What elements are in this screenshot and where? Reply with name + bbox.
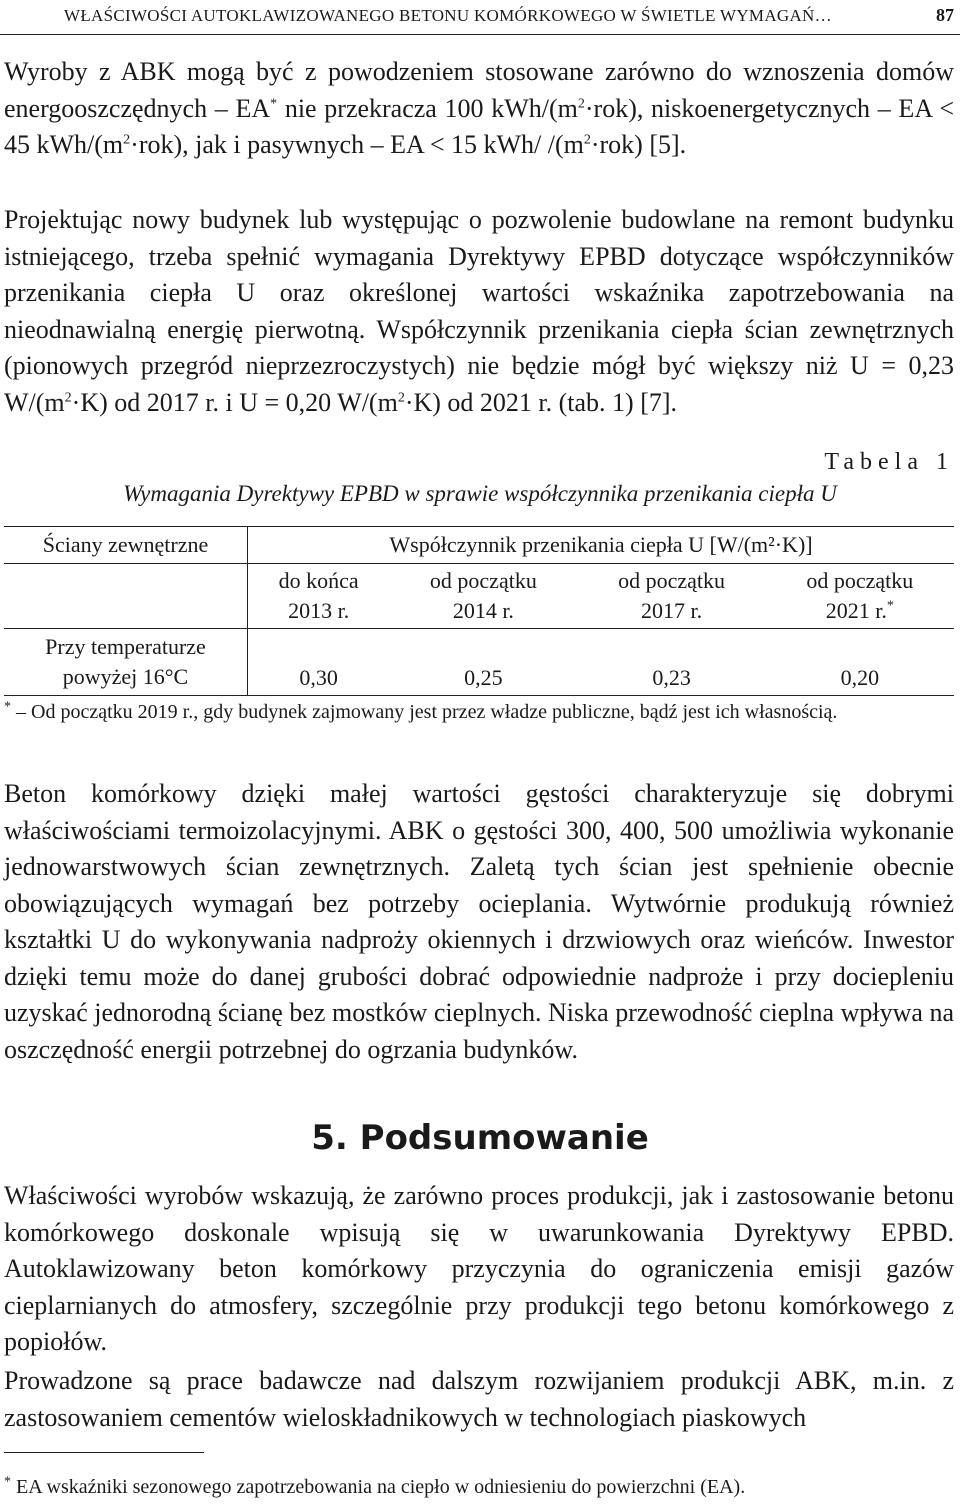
text-run: nie przekracza 100 kWh/(m bbox=[277, 93, 578, 123]
table-period-row bbox=[4, 564, 954, 629]
period-line: do końca bbox=[278, 568, 359, 593]
footnote-divider bbox=[4, 1452, 204, 1453]
text-run: ·K) od 2021 r. (tab. 1) [7]. bbox=[404, 387, 678, 417]
period-cell bbox=[766, 564, 954, 629]
text-run: ·rok), jak i pasywnych – EA < 15 kWh/ /(m bbox=[130, 130, 584, 159]
paragraph-summary: Właściwości wyrobów wskazują, że zarówno proces produkcji, jak i zastosowanie betonu komórkowego doskonale wpisują się w uwarunkowania Dyrektywy EPBD. Autoklawizowany beton komórkowy przyczynia do ograniczenia emisji gazów cieplarnianych do atmosfery, szczególnie przy produkcji tego betonu komórkowego z popiołów. bbox=[4, 1181, 954, 1356]
superscript: 2 bbox=[583, 132, 591, 148]
text-run: Projektując nowy budynek lub występując o pozwolenie budowlane na remont budynku istniejącego, trzeba spełnić wymagania Dyrektywy EPBD dotyczące współczynników przenikania ciepła U oraz określonej wartości wskaźnika zapotrzebowania na nieodnawialną energię pierwotną. Współczynnik przenikania ciepła ścian zewnętrznych (pionowych przegród nieprzezroczystych) nie będzie mógł być większy niż U = 0,23 W/(m bbox=[4, 205, 954, 417]
table-values-row bbox=[4, 629, 954, 696]
table-header-row bbox=[4, 527, 954, 564]
row-label-line: powyżej 16°C bbox=[62, 664, 189, 689]
superscript: 2 bbox=[64, 389, 72, 405]
text-run: ·K) od 2017 r. i U = 0,20 W/(m bbox=[71, 387, 398, 417]
value-cell: 0,20 bbox=[766, 629, 954, 696]
page-number: 87 bbox=[936, 5, 954, 25]
footnote-text: EA wskaźniki sezonowego zapotrzebowania na ciepło w odniesieniu do powierzchni (EA). bbox=[11, 1476, 746, 1498]
paragraph-epbd-requirements bbox=[4, 202, 954, 421]
period-line: 2013 r. bbox=[288, 598, 350, 623]
table-caption: Wymagania Dyrektywy EPBD w sprawie współczynnika przenikania ciepła U bbox=[123, 481, 837, 506]
text-run: ·rok), niskoenergetycznych – EA < 45 kWh/(m bbox=[4, 93, 955, 159]
column-group-header: Współczynnik przenikania ciepła U [W/(m²·K)] bbox=[248, 527, 955, 564]
empty-cell bbox=[4, 564, 248, 629]
period-line: 2017 r. bbox=[641, 598, 703, 623]
table-label: Tabela 1 bbox=[824, 449, 954, 475]
period-line: 2021 r. bbox=[825, 598, 887, 623]
running-title: WŁAŚCIWOŚCI AUTOKLAWIZOWANEGO BETONU KOMÓRKOWEGO W ŚWIETLE WYMAGAŃ… bbox=[64, 6, 832, 25]
row-header-cell: Ściany zewnętrzne bbox=[4, 527, 248, 564]
section-heading: 5. Podsumowanie bbox=[311, 1118, 649, 1158]
superscript: 2 bbox=[123, 132, 131, 148]
paragraph-energy-classes bbox=[4, 54, 954, 164]
superscript: * bbox=[270, 95, 278, 111]
row-label-cell bbox=[4, 629, 248, 696]
footnote-marker: * bbox=[4, 699, 11, 715]
period-cell bbox=[577, 564, 765, 629]
table-note bbox=[4, 697, 954, 727]
footnote bbox=[4, 1474, 745, 1500]
period-line: od początku bbox=[429, 568, 537, 593]
row-label-line: Przy temperaturze bbox=[45, 634, 206, 659]
value-cell: 0,25 bbox=[389, 629, 577, 696]
paragraph-research: Prowadzone są prace badawcze nad dalszym rozwijaniem produkcji ABK, m.in. z zastosowaniem cementów wieloskładnikowych w technologiach piaskowych bbox=[4, 1366, 954, 1432]
table-note-text: – Od początku 2019 r., gdy budynek zajmowany jest przez władze publiczne, bądź jest ich własnością. bbox=[11, 701, 838, 723]
period-line: 2014 r. bbox=[452, 598, 514, 623]
period-line: od początku bbox=[618, 568, 726, 593]
period-cell bbox=[389, 564, 577, 629]
period-cell bbox=[248, 564, 390, 629]
text-run: ·rok) [5]. bbox=[590, 130, 687, 159]
paragraph-thermal-properties: Beton komórkowy dzięki małej wartości gęstości charakteryzuje się dobrymi właściwościami termoizolacyjnymi. ABK o gęstości 300, 400, 500 umożliwia wykonanie jednowarstwowych ścian zewnętrznych. Zaletą tych ścian jest spełnienie obecnie obowiązujących wymagań bez potrzeby ocieplania. Wytwórnie produkują również kształtki U do wykonywania nadproży okiennych i drzwiowych oraz wieńców. Inwestor dzięki temu może do danej grubości dobrać odpowiednie nadproże i przy dociepleniu uzyskać jednorodną ścianę bez mostków cieplnych. Niska przewodność cieplna wpływa na oszczędność energii potrzebnej do ogrzania budynków. bbox=[4, 779, 954, 1064]
footnote-marker: * bbox=[886, 598, 894, 614]
value-cell: 0,30 bbox=[248, 629, 390, 696]
running-header bbox=[0, 0, 960, 35]
superscript: 2 bbox=[397, 389, 405, 405]
u-coefficient-table bbox=[4, 526, 954, 696]
footnote-marker: * bbox=[4, 1474, 11, 1490]
value-cell: 0,23 bbox=[577, 629, 765, 696]
superscript: 2 bbox=[577, 95, 585, 111]
text-run: Wyroby z ABK mogą być z powodzeniem stosowane zarówno do wznoszenia domów energooszczędnych – EA bbox=[4, 57, 954, 123]
period-line: od początku bbox=[806, 568, 914, 593]
